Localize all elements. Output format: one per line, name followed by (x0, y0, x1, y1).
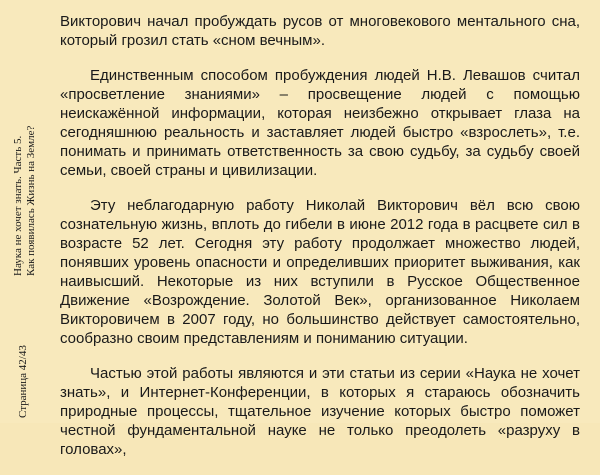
paragraph: Викторович начал пробуждать русов от многовекового ментального сна, который грозил стать «сном вечным». (60, 13, 580, 49)
book-title-line-1: Наука не хочет знать. Часть 5. (12, 135, 24, 276)
paragraph: Частью этой работы являются и эти статьи из серии «Наука не хочет знать», и Интернет-Конференции, в которых я стараюсь обозначить природные процессы, тщательное изучение которых быстро поможет честной фундаментальной науке не только преодолеть «разруху в головах», (60, 365, 580, 458)
book-title-line-2: Как появилась Жизнь на Земле? (25, 125, 37, 276)
paragraph: Единственным способом пробуждения людей Н.В. Левашов считал «просветление знаниями» – просвещение людей с помощью неискажённой информации, которая неизбежно открывает глаза на сегодняшнюю реальность и заставляет людей быстро «взрослеть», т.е. понимать и принимать ответственность за свою судьбу, за судьбу своей семьи, своей страны и цивилизации. (60, 67, 580, 179)
page-number: Страница 42/43 (17, 345, 29, 418)
document-body (60, 12, 580, 475)
paragraph: Эту неблагодарную работу Николай Викторович вёл всю свою сознательную жизнь, вплоть до гибели в июне 2012 года в расцвете сил в возрасте 52 лет. Сегодня эту работу продолжает множество людей, понявших уровень опасности и определивших приоритет выживания, как наивысший. Некоторые из них вступили в Русское Общественное Движение «Возрождение. Золотой Век», организованное Николаем Викторовичем в 2007 году, но большинство действует самостоятельно, сообразно своим представлениям и пониманию ситуации. (60, 197, 580, 347)
side-margin (2, 18, 46, 418)
book-title (12, 126, 38, 276)
